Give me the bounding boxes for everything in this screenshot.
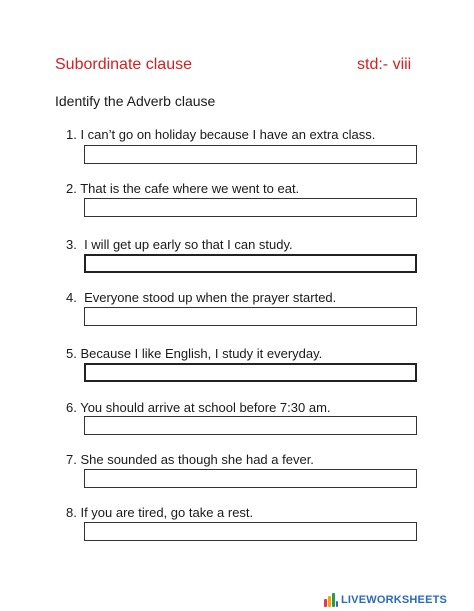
question-8-text: 8. If you are tired, go take a rest. (66, 505, 254, 520)
liveworksheets-logo (324, 592, 447, 608)
question-7-text: 7. She sounded as though she had a fever. (66, 452, 314, 467)
answer-4-input[interactable] (84, 307, 417, 326)
question-6-text: 6. You should arrive at school before 7:30 am. (66, 400, 331, 415)
liveworksheets-logo-icon (324, 593, 338, 607)
answer-7-input[interactable] (84, 469, 417, 488)
answer-6-input[interactable] (84, 416, 417, 435)
answer-1-input[interactable] (84, 145, 417, 164)
instruction-text: Identify the Adverb clause (55, 93, 216, 109)
question-2-text: 2. That is the cafe where we went to eat. (66, 181, 300, 196)
question-1-text: 1. I can’t go on holiday because I have an extra class. (66, 127, 376, 142)
liveworksheets-logo-text: LIVEWORKSHEETS (341, 594, 448, 606)
answer-8-input[interactable] (84, 522, 417, 541)
question-4-text: 4. Everyone stood up when the prayer started. (66, 290, 337, 305)
question-5-text: 5. Because I like English, I study it everyday. (66, 346, 323, 361)
worksheet-title: Subordinate clause (55, 56, 192, 73)
answer-3-input[interactable] (84, 254, 417, 273)
answer-5-input[interactable] (84, 363, 417, 382)
class-standard-label: std:- viii (357, 56, 412, 73)
question-3-text: 3. I will get up early so that I can study. (66, 237, 293, 252)
answer-2-input[interactable] (84, 198, 417, 217)
